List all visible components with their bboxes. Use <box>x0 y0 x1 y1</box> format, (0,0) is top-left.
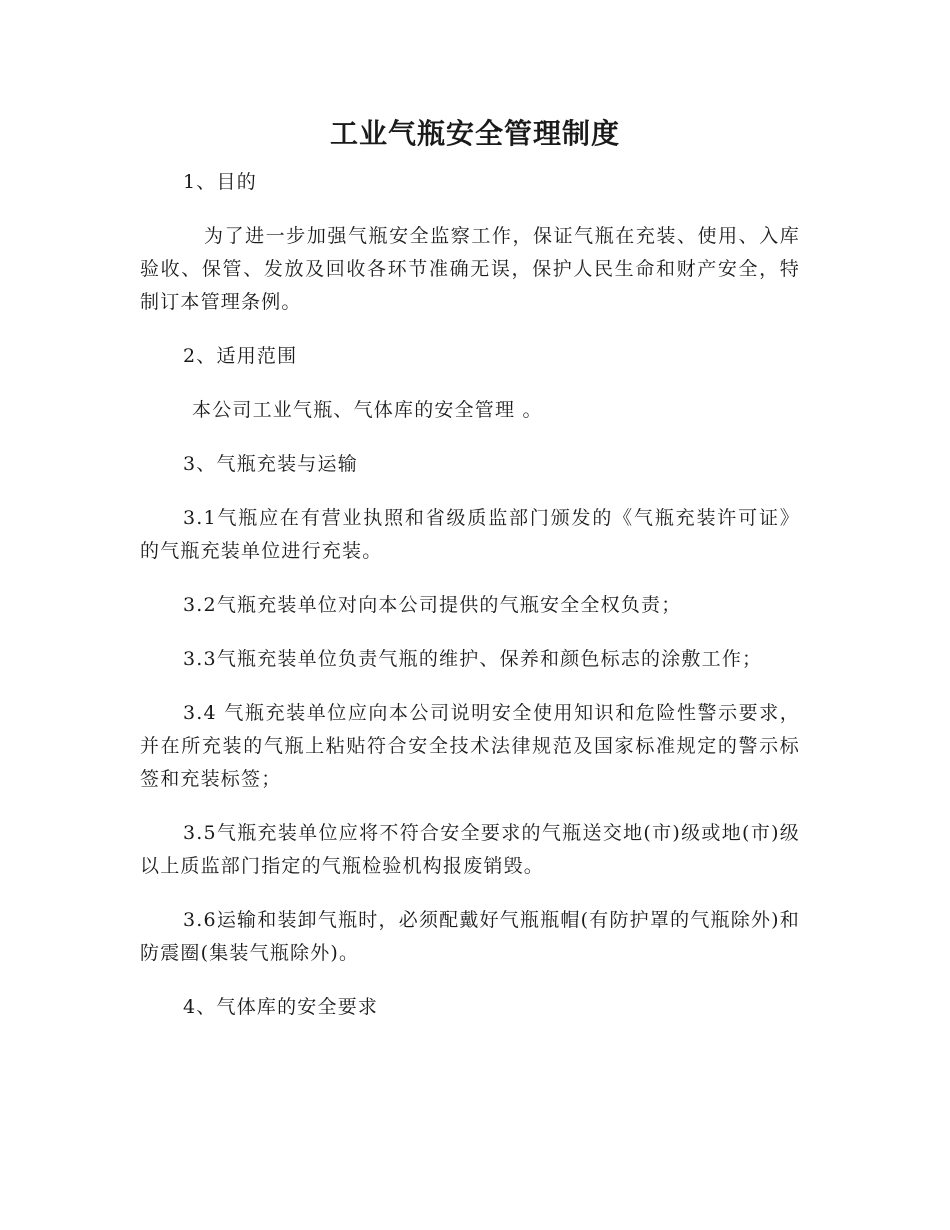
paragraph-scope: 本公司工业气瓶、气体库的安全管理 。 <box>192 399 543 421</box>
section-heading-gas-storage: 4、气体库的安全要求 <box>183 996 379 1018</box>
section-heading-scope: 2、适用范围 <box>183 345 298 367</box>
paragraph-3-1: 3.1气瓶应在有营业执照和省级质监部门颁发的《气瓶充装许可证》的气瓶充装单位进行充装。 <box>140 507 800 562</box>
paragraph-3-3: 3.3气瓶充装单位负责气瓶的维护、保养和颜色标志的涂敷工作； <box>183 648 763 670</box>
paragraph-3-5: 3.5气瓶充装单位应将不符合安全要求的气瓶送交地(市)级或地(市)级以上质监部门指定的气瓶检验机构报废销毁。 <box>140 822 800 877</box>
paragraph-purpose: 为了进一步加强气瓶安全监察工作，保证气瓶在充装、使用、入库验收、保管、发放及回收各环节准确无误，保护人民生命和财产安全，特制订本管理条例。 <box>140 225 800 313</box>
paragraph-3-4: 3.4 气瓶充装单位应向本公司说明安全使用知识和危险性警示要求，并在所充装的气瓶上粘贴符合安全技术法律规范及国家标准规定的警示标签和充装标签； <box>140 702 800 790</box>
document-title: 工业气瓶安全管理制度 <box>329 117 620 150</box>
paragraph-3-2: 3.2气瓶充装单位对向本公司提供的气瓶安全全权负责； <box>183 594 682 616</box>
document-body <box>140 166 800 1045</box>
section-heading-purpose: 1、目的 <box>183 171 257 193</box>
section-heading-filling-transport: 3、气瓶充装与运输 <box>183 453 358 475</box>
paragraph-3-6: 3.6运输和装卸气瓶时，必须配戴好气瓶瓶帽(有防护罩的气瓶除外)和防震圈(集装气瓶除外)。 <box>140 909 800 964</box>
